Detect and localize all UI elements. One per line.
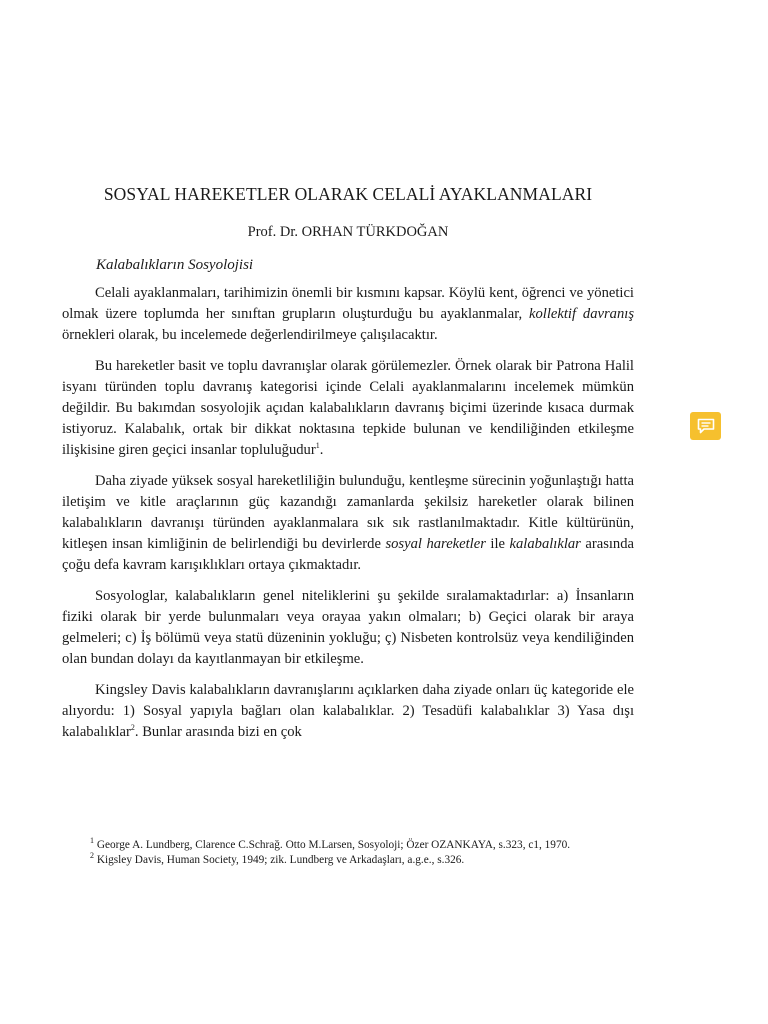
comment-icon <box>697 418 715 434</box>
paragraph-2-end: . <box>319 442 324 458</box>
document-page <box>62 184 634 743</box>
paragraph-3-emphasis-2: kalabalıklar <box>509 536 581 552</box>
footnote-1 <box>62 838 634 853</box>
paragraph-1-text-a: Celali ayaklanmaları, tarihimizin önemli bir kısmını kapsar. Köylü kent, öğrenci ve yönetici olmak üzere toplumda her sınıftan grupların oluşturduğu bu ayaklanmalar, <box>62 285 634 322</box>
paragraph-1-emphasis: kollektif davranış <box>529 306 634 322</box>
paragraph-3-text-b: ile <box>485 536 510 552</box>
paragraph-3-text-c: arasında çoğu defa kavram karışıklıkları ortaya çıkmaktadır. <box>62 536 634 573</box>
footnotes <box>62 838 634 868</box>
paragraph-2 <box>62 356 634 461</box>
footnote-mark: 2 <box>90 851 94 861</box>
paragraph-1-text-b: örnekleri olarak, bu incelemede değerlendirilmeye çalışılacaktır. <box>62 327 438 343</box>
paragraph-2-text: Bu hareketler basit ve toplu davranışlar olarak görülemezler. Örnek olarak bir Patrona Halil isyanı türünden toplu davranış kategorisi içinde Celali ayaklanmalarını incelemek mümkün değildir. Bu bakımdan sosyolojik açıdan kalabalıkların davranış biçimi üzerinde kısaca durmak istiyoruz. Kalabalık, ortak bir dikkat noktasına tepkide bulunan ve kendiliğinden etkileşme ilişkisine giren geçici insanlar topluluğudur <box>62 358 634 458</box>
section-heading: Kalabalıkların Sosyolojisi <box>96 257 254 273</box>
paragraph-4: Sosyologlar, kalabalıkların genel niteliklerini şu şekilde sıralamaktadırlar: a) İnsanların fiziki olarak bir yerde bulunmaları veya orayaa yakın olmaları; b) Geçici olarak bir araya gelmeleri; c) İş bölümü veya statü düzeninin yokluğu; ç) Nisbeten kontrolsüz veya kendiliğinden olan bundan dolayı da kayıtlanmayan bir etkileşme. <box>62 588 634 667</box>
document-title: SOSYAL HAREKETLER OLARAK CELALİ AYAKLANMALARI <box>103 184 593 204</box>
footnote-mark: 1 <box>90 836 94 846</box>
paragraph-5-end: . Bunlar arasında bizi en çok <box>134 724 302 740</box>
paragraph-1 <box>62 283 634 346</box>
footnote-2 <box>62 853 634 868</box>
paragraph-3 <box>62 471 634 576</box>
paragraph-5 <box>62 680 634 743</box>
footnote-ref-1: 1 <box>315 441 320 451</box>
paragraph-3-emphasis-1: sosyal hareketler <box>385 536 486 552</box>
comment-button[interactable] <box>690 412 721 440</box>
footnote-text: George A. Lundberg, Clarence C.Schrağ. Otto M.Larsen, Sosyoloji; Özer OZANKAYA, s.323, c1, 1970. <box>96 839 571 851</box>
paragraph-5-text: Kingsley Davis kalabalıkların davranışlarını açıklarken daha ziyade onları üç kategoride ele alıyordu: 1) Sosyal yapıyla bağları olan kalabalıklar. 2) Tesadüfi kalabalıklar 3) Yasa dışı kalabalıklar <box>62 682 634 740</box>
paragraph-3-text-a: Daha ziyade yüksek sosyal hareketliliğin bulunduğu, kentleşme sürecinin yoğunlaştığı hatta iletişim ve kitle araçlarının güç kazandığı zamanlarda şekilsiz hareketler olarak bilinen kalabalıkların davranışı türünden ayaklanmalara sık sık rastlanılmaktadır. Kitle kültürünün, kitleşen insan kimliğinin de belirlendiği bu devirlerde <box>62 473 634 552</box>
author-name: Prof. Dr. ORHAN TÜRKDOĞAN <box>247 224 449 240</box>
footnote-text: Kigsley Davis, Human Society, 1949; zik. Lundberg ve Arkadaşları, a.g.e., s.326. <box>96 854 465 866</box>
footnote-ref-2: 2 <box>130 723 135 733</box>
